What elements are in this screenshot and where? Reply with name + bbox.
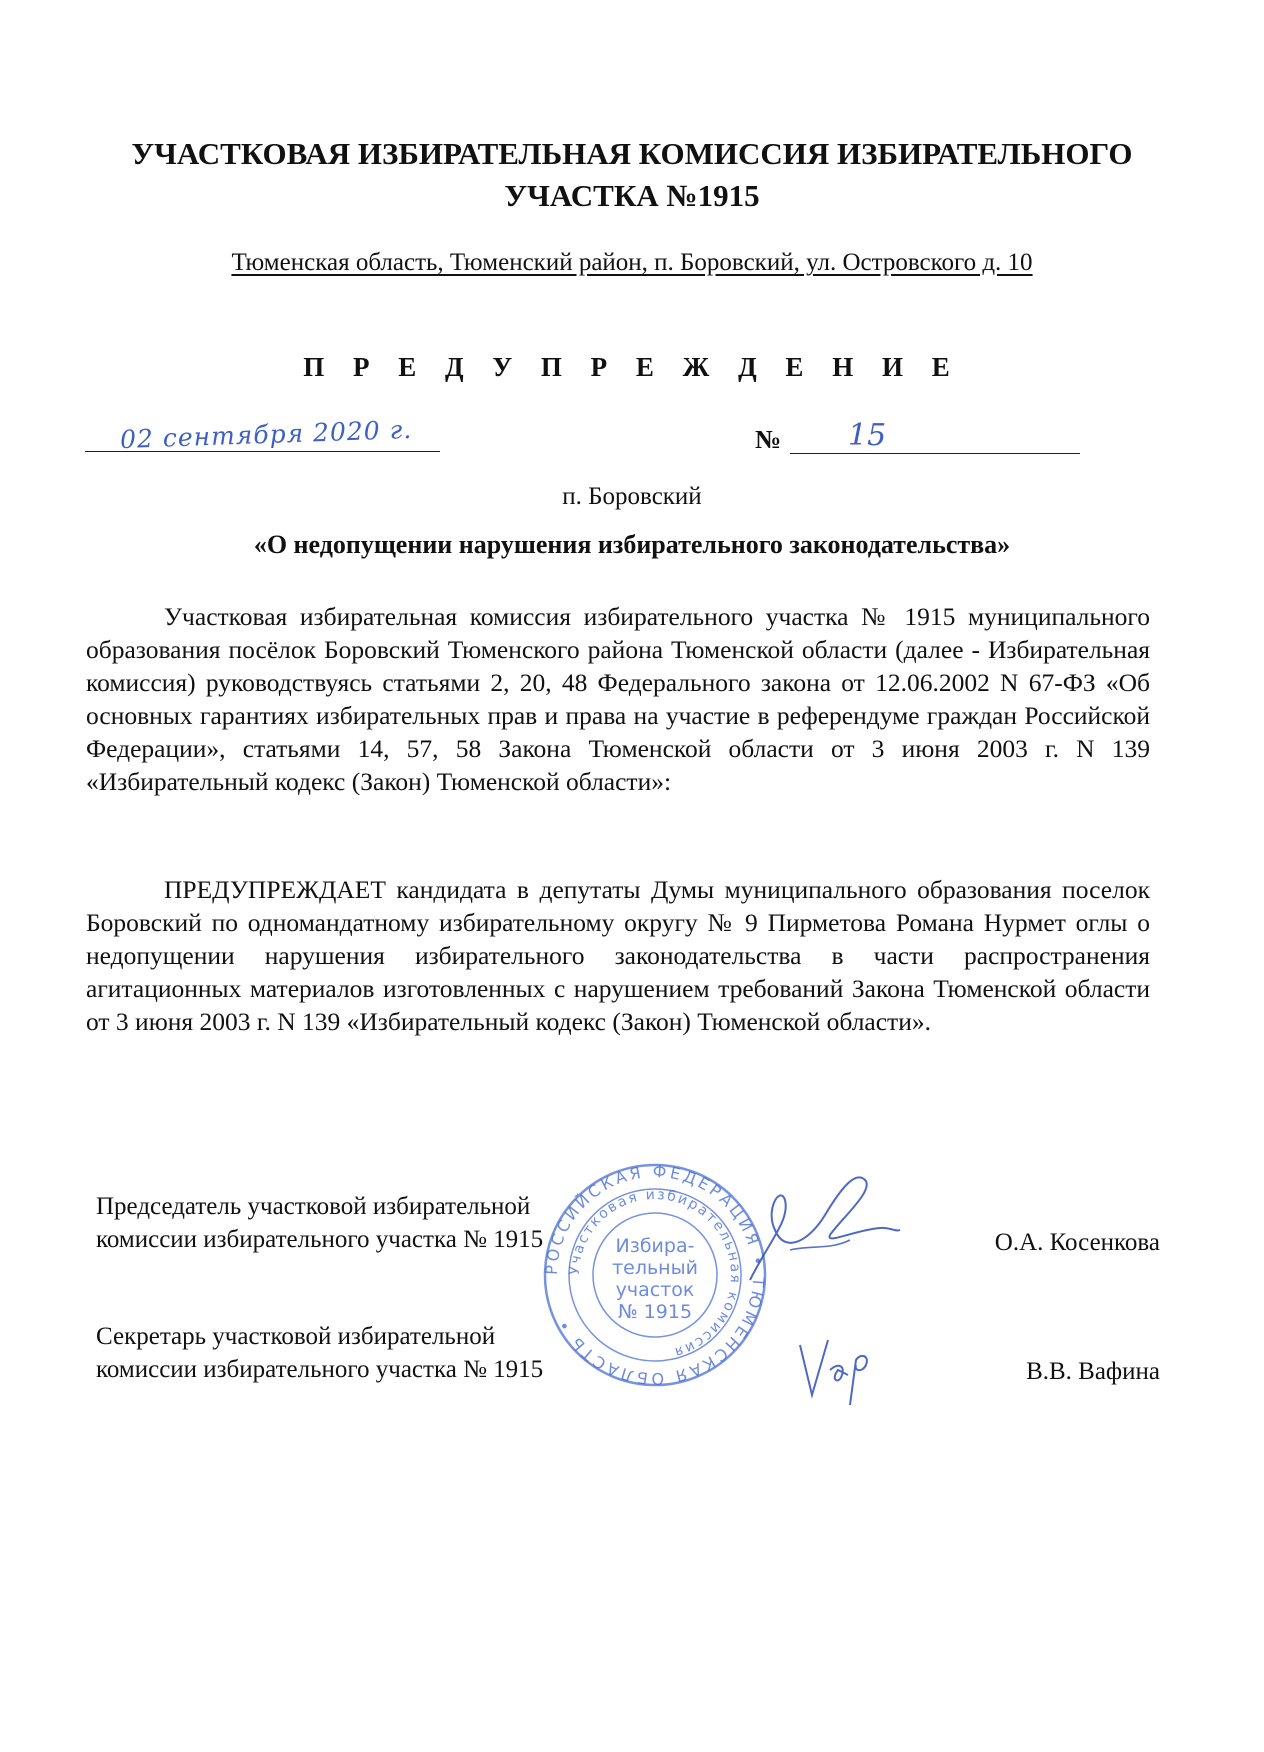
document-title [80,133,1184,217]
address [80,248,1184,278]
stamp-outer-text: РОССИЙСКАЯ ФЕДЕРАЦИЯ • ТЮМЕНСКАЯ ОБЛАСТЬ • [541,1161,769,1389]
paragraph-preamble: Участковая избирательная комиссия избирательного участка № 1915 муниципального образования посёлок Боровский Тюменского района Тюменской области (далее - Избирательная комиссия) руководствуясь статьями 2, 20, 48 Федерального закона от 12.06.2002 N 67-ФЗ «Об основных гарантиях избирательных прав и права на участие в референдуме граждан Российской Федерации», статьями 14, 57, 58 Закона Тюменской области от 3 июня 2003 г. N 139 «Избирательный кодекс (Закон) Тюменской области»: [86,602,1150,796]
document-type: П Р Е Д У П Р Е Ж Д Е Н И Е [303,352,961,382]
handwritten-date: 02 сентября 2020 г. [119,414,413,455]
chair-role [96,1190,656,1256]
secretary-role [96,1320,656,1386]
chair-role-line-1: Председатель участковой избирательной [96,1193,531,1220]
stamp-center-line-2: тельный [612,1257,698,1279]
secretary-role-line-1: Секретарь участковой избирательной [96,1323,496,1350]
chair-name: О.А. Косенкова [994,1229,1160,1256]
chair-role-line-2: комиссии избирательного участка № 1915 [96,1226,544,1253]
stamp-center-line-3: участок [615,1279,695,1301]
stamp-center-line-1: Избира- [615,1235,695,1257]
stamp-center-line-4: № 1915 [617,1301,693,1323]
title-line-1: УЧАСТКОВАЯ ИЗБИРАТЕЛЬНАЯ КОМИССИЯ ИЗБИРАТЕЛЬНОГО [131,136,1133,171]
handwritten-number: 15 [848,418,887,453]
place: п. Боровский [562,483,702,510]
chair-signature [730,1160,910,1300]
secretary-signature [790,1325,900,1415]
title-line-2: УЧАСТКА №1915 [504,178,760,213]
secretary-role-line-2: комиссии избирательного участка № 1915 [96,1356,544,1383]
number-underline [790,453,1080,454]
secretary-name: В.В. Вафина [1026,1358,1160,1385]
address-text: Тюменская область, Тюменский район, п. Боровский, ул. Островского д. 10 [231,249,1033,276]
stamp-inner-text: Участковая избирательная комиссия [566,1186,744,1361]
subject: «О недопущении нарушения избирательного законодательства» [253,530,1011,559]
number-label: № [755,425,782,454]
paragraph-warning: ПРЕДУПРЕЖДАЕТ кандидата в депутаты Думы муниципального образования поселок Боровский по одномандатному избирательному округу № 9 Пирметова Романа Нурмет оглы о недопущении нарушения избирательного законодательства в части распространения агитационных материалов изготовленных с нарушением требований Закона Тюменской области от 3 июня 2003 г. N 139 «Избирательный кодекс (Закон) Тюменской области». [86,875,1150,1036]
